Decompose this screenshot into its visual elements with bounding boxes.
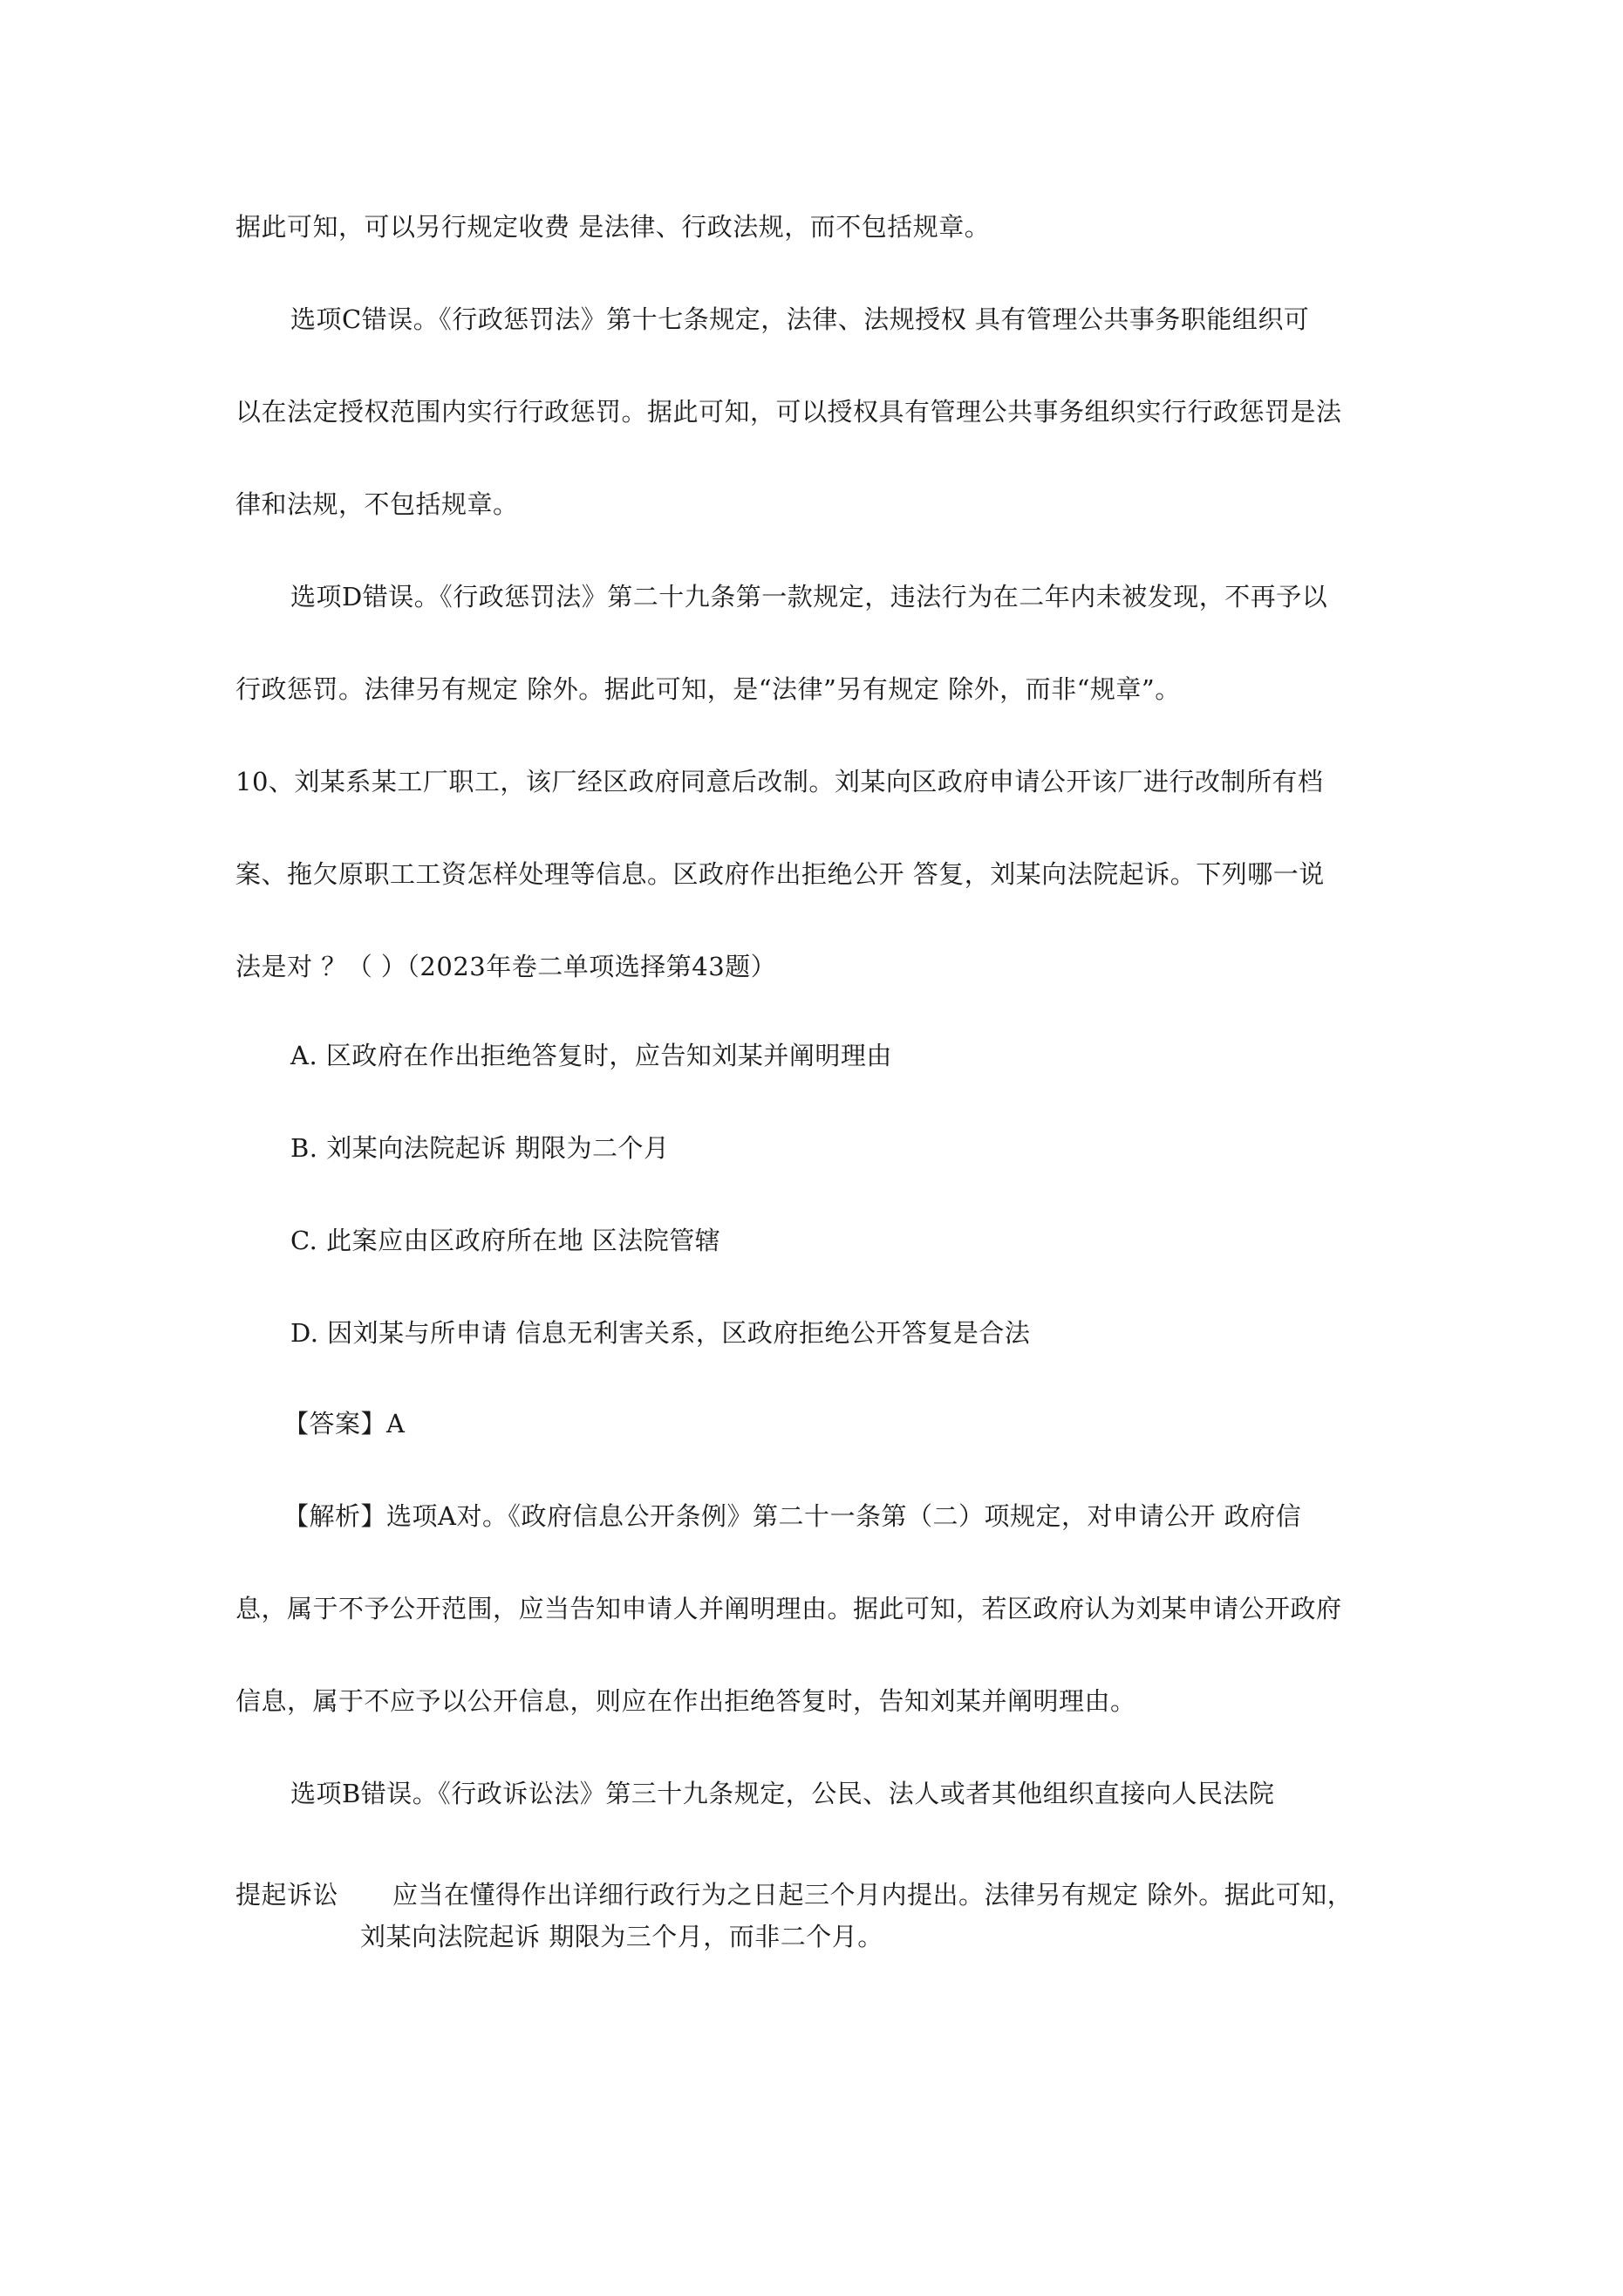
option-d: D. 因刘某与所申请 信息无利害关系，区政府拒绝公开答复是合法 <box>290 1318 1031 1348</box>
question-line: 10、刘某系某工厂职工，该厂经区政府同意后改制。刘某向区政府申请公开该厂进行改制所有档 <box>235 767 1324 796</box>
option-b: B. 刘某向法院起诉 期限为二个月 <box>290 1133 670 1163</box>
paragraph-line: 以在法定授权范围内实行行政惩罚。据此可知，可以授权具有管理公共事务组织实行行政惩罚是法 <box>235 397 1342 427</box>
answer-line: 【答案】A <box>283 1409 406 1438</box>
paragraph-line: 选项D错误。《行政惩罚法》第二十九条第一款规定，违法行为在二年内未被发现，不再予以 <box>290 582 1328 612</box>
paragraph-line: 刘某向法院起诉 期限为三个月，而非二个月。 <box>360 1922 883 1951</box>
paragraph-line: 据此可知，可以另行规定收费 是法律、行政法规，而不包括规章。 <box>235 212 991 242</box>
question-line: 案、拖欠原职工工资怎样处理等信息。区政府作出拒绝公开 答复，刘某向法院起诉。下列哪一说 <box>235 859 1325 889</box>
analysis-line: 【解析】选项A对。《政府信息公开条例》第二十一条第（二）项规定，对申请公开 政府信 <box>283 1501 1302 1531</box>
question-line: 法是对 ？（ ）（2023年卷二单项选择第43题） <box>235 952 777 981</box>
analysis-line: 息，属于不予公开范围，应当告知申请人并阐明理由。据此可知，若区政府认为刘某申请公开政府 <box>235 1594 1342 1623</box>
analysis-line: 信息，属于不应予以公开信息，则应在作出拒绝答复时，告知刘某并阐明理由。 <box>235 1686 1136 1716</box>
paragraph-line: 应当在懂得作出详细行政行为之日起三个月内提出。法律另有规定 除外。据此可知， <box>392 1880 1354 1910</box>
paragraph-line: 律和法规，不包括规章。 <box>235 489 519 519</box>
paragraph-line: 提起诉讼 <box>235 1880 339 1910</box>
paragraph-line: 选项B错误。《行政诉讼法》第三十九条规定，公民、法人或者其他组织直接向人民法院 <box>290 1779 1275 1808</box>
option-a: A. 区政府在作出拒绝答复时，应告知刘某并阐明理由 <box>290 1041 892 1070</box>
option-c: C. 此案应由区政府所在地 区法院管辖 <box>290 1226 721 1255</box>
paragraph-line: 行政惩罚。法律另有规定 除外。据此可知，是“法律”另有规定 除外，而非“规章”。 <box>235 674 1181 704</box>
paragraph-line: 选项C错误。《行政惩罚法》第十七条规定，法律、法规授权 具有管理公共事务职能组织可 <box>290 304 1310 334</box>
